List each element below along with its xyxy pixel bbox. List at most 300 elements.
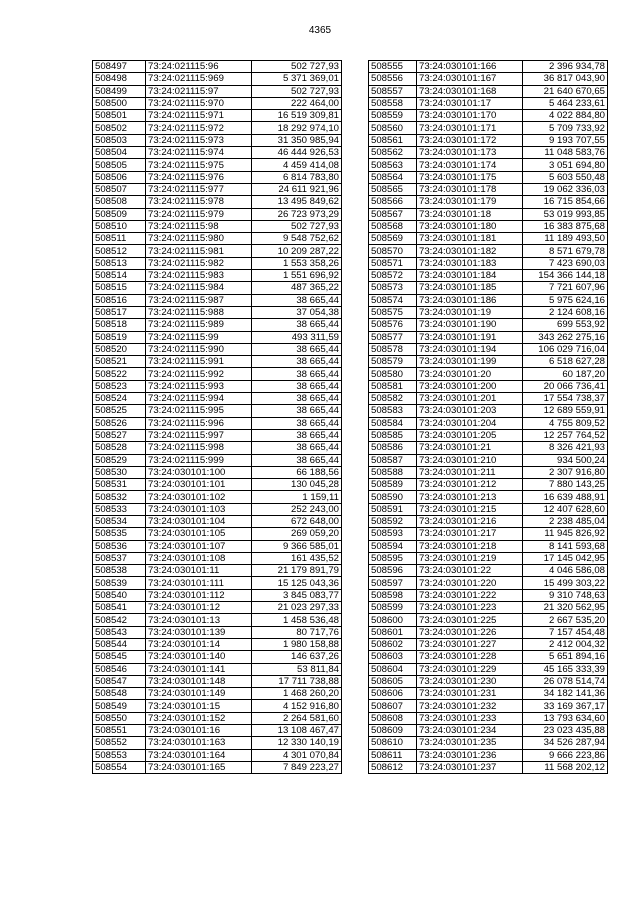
row-number-cell: 508592	[369, 515, 417, 527]
row-number-cell: 508550	[93, 712, 146, 724]
value-cell: 8 571 679,78	[523, 245, 608, 257]
table-row	[93, 417, 342, 429]
table-row	[369, 663, 608, 675]
row-number-cell: 508544	[93, 638, 146, 650]
table-row	[369, 429, 608, 441]
cadastral-number-cell: 73:24:030101:101	[146, 479, 252, 491]
table-row	[93, 368, 342, 380]
row-number-cell: 508543	[93, 626, 146, 638]
table-row	[93, 688, 342, 700]
row-number-cell: 508605	[369, 675, 417, 687]
table-row	[93, 602, 342, 614]
row-number-cell: 508514	[93, 270, 146, 282]
row-number-cell: 508516	[93, 294, 146, 306]
cadastral-number-cell: 73:24:021115:96	[146, 61, 252, 73]
value-cell: 80 717,76	[252, 626, 342, 638]
cadastral-number-cell: 73:24:030101:152	[146, 712, 252, 724]
table-row	[93, 503, 342, 515]
cadastral-number-cell: 73:24:021115:990	[146, 343, 252, 355]
value-cell: 60 187,20	[523, 368, 608, 380]
row-number-cell: 508567	[369, 208, 417, 220]
cadastral-number-cell: 73:24:030101:105	[146, 528, 252, 540]
cadastral-number-cell: 73:24:030101:107	[146, 540, 252, 552]
value-cell: 1 551 696,92	[252, 270, 342, 282]
table-row	[369, 245, 608, 257]
row-number-cell: 508532	[93, 491, 146, 503]
value-cell: 21 179 891,79	[252, 565, 342, 577]
value-cell: 38 665,44	[252, 417, 342, 429]
value-cell: 38 665,44	[252, 319, 342, 331]
row-number-cell: 508573	[369, 282, 417, 294]
right-table	[368, 60, 608, 774]
table-row	[93, 577, 342, 589]
row-number-cell: 508610	[369, 737, 417, 749]
value-cell: 2 412 004,32	[523, 638, 608, 650]
cadastral-number-cell: 73:24:021115:991	[146, 356, 252, 368]
value-cell: 5 371 369,01	[252, 73, 342, 85]
row-number-cell: 508566	[369, 196, 417, 208]
value-cell: 38 665,44	[252, 356, 342, 368]
table-row	[369, 85, 608, 97]
value-cell: 5 709 733,92	[523, 122, 608, 134]
row-number-cell: 508607	[369, 700, 417, 712]
table-row	[93, 663, 342, 675]
row-number-cell: 508522	[93, 368, 146, 380]
row-number-cell: 508502	[93, 122, 146, 134]
table-row	[93, 61, 342, 73]
value-cell: 269 059,20	[252, 528, 342, 540]
cadastral-number-cell: 73:24:030101:108	[146, 552, 252, 564]
cadastral-number-cell: 73:24:030101:175	[417, 171, 523, 183]
value-cell: 502 727,93	[252, 220, 342, 232]
value-cell: 12 689 559,91	[523, 405, 608, 417]
table-row	[369, 97, 608, 109]
table-row	[369, 405, 608, 417]
cadastral-number-cell: 73:24:030101:236	[417, 749, 523, 761]
table-row	[93, 343, 342, 355]
row-number-cell: 508602	[369, 638, 417, 650]
row-number-cell: 508512	[93, 245, 146, 257]
value-cell: 53 019 993,85	[523, 208, 608, 220]
table-row	[93, 700, 342, 712]
value-cell: 38 665,44	[252, 405, 342, 417]
row-number-cell: 508497	[93, 61, 146, 73]
table-row	[93, 552, 342, 564]
table-row	[93, 466, 342, 478]
table-row	[93, 245, 342, 257]
cadastral-number-cell: 73:24:021115:980	[146, 233, 252, 245]
cadastral-number-cell: 73:24:021115:981	[146, 245, 252, 257]
row-number-cell: 508581	[369, 380, 417, 392]
row-number-cell: 508599	[369, 602, 417, 614]
table-row	[93, 331, 342, 343]
value-cell: 4 459 414,08	[252, 159, 342, 171]
value-cell: 6 814 783,80	[252, 171, 342, 183]
row-number-cell: 508585	[369, 429, 417, 441]
value-cell: 222 464,00	[252, 97, 342, 109]
row-number-cell: 508561	[369, 134, 417, 146]
row-number-cell: 508559	[369, 110, 417, 122]
table-row	[93, 159, 342, 171]
table-row	[369, 626, 608, 638]
value-cell: 16 519 309,81	[252, 110, 342, 122]
cadastral-number-cell: 73:24:030101:178	[417, 183, 523, 195]
table-row	[93, 429, 342, 441]
row-number-cell: 508531	[93, 479, 146, 491]
value-cell: 7 157 454,48	[523, 626, 608, 638]
row-number-cell: 508542	[93, 614, 146, 626]
row-number-cell: 508525	[93, 405, 146, 417]
cadastral-number-cell: 73:24:030101:168	[417, 85, 523, 97]
value-cell: 4 022 884,80	[523, 110, 608, 122]
value-cell: 699 553,92	[523, 319, 608, 331]
value-cell: 21 023 297,33	[252, 602, 342, 614]
row-number-cell: 508504	[93, 147, 146, 159]
cadastral-number-cell: 73:24:030101:216	[417, 515, 523, 527]
value-cell: 9 366 585,01	[252, 540, 342, 552]
value-cell: 37 054,38	[252, 306, 342, 318]
cadastral-number-cell: 73:24:021115:972	[146, 122, 252, 134]
cadastral-number-cell: 73:24:030101:22	[417, 565, 523, 577]
table-row	[369, 73, 608, 85]
value-cell: 66 188,56	[252, 466, 342, 478]
table-row	[369, 331, 608, 343]
row-number-cell: 508591	[369, 503, 417, 515]
cadastral-number-cell: 73:24:021115:994	[146, 393, 252, 405]
table-row	[93, 73, 342, 85]
table-row	[369, 282, 608, 294]
cadastral-number-cell: 73:24:030101:149	[146, 688, 252, 700]
table-row	[93, 749, 342, 761]
value-cell: 7 423 690,03	[523, 257, 608, 269]
row-number-cell: 508555	[369, 61, 417, 73]
value-cell: 4 152 916,80	[252, 700, 342, 712]
row-number-cell: 508606	[369, 688, 417, 700]
value-cell: 17 554 738,37	[523, 393, 608, 405]
cadastral-number-cell: 73:24:021115:988	[146, 306, 252, 318]
value-cell: 21 640 670,65	[523, 85, 608, 97]
cadastral-number-cell: 73:24:021115:969	[146, 73, 252, 85]
row-number-cell: 508598	[369, 589, 417, 601]
value-cell: 15 125 043,36	[252, 577, 342, 589]
cadastral-number-cell: 73:24:030101:203	[417, 405, 523, 417]
cadastral-number-cell: 73:24:030101:191	[417, 331, 523, 343]
cadastral-number-cell: 73:24:030101:148	[146, 675, 252, 687]
value-cell: 20 066 736,41	[523, 380, 608, 392]
row-number-cell: 508569	[369, 233, 417, 245]
table-row	[369, 491, 608, 503]
row-number-cell: 508568	[369, 220, 417, 232]
cadastral-number-cell: 73:24:030101:218	[417, 540, 523, 552]
row-number-cell: 508505	[93, 159, 146, 171]
table-row	[369, 343, 608, 355]
table-row	[93, 306, 342, 318]
table-row	[93, 196, 342, 208]
row-number-cell: 508596	[369, 565, 417, 577]
value-cell: 13 108 467,47	[252, 725, 342, 737]
row-number-cell: 508558	[369, 97, 417, 109]
value-cell: 252 243,00	[252, 503, 342, 515]
value-cell: 34 182 141,36	[523, 688, 608, 700]
cadastral-number-cell: 73:24:030101:200	[417, 380, 523, 392]
row-number-cell: 508603	[369, 651, 417, 663]
table-row	[93, 761, 342, 773]
cadastral-number-cell: 73:24:021115:982	[146, 257, 252, 269]
value-cell: 13 495 849,62	[252, 196, 342, 208]
value-cell: 106 029 716,04	[523, 343, 608, 355]
table-row	[369, 454, 608, 466]
cadastral-number-cell: 73:24:030101:213	[417, 491, 523, 503]
row-number-cell: 508582	[369, 393, 417, 405]
table-row	[369, 270, 608, 282]
table-row	[369, 319, 608, 331]
table-row	[93, 97, 342, 109]
cadastral-number-cell: 73:24:030101:166	[417, 61, 523, 73]
value-cell: 46 444 926,53	[252, 147, 342, 159]
cadastral-number-cell: 73:24:030101:230	[417, 675, 523, 687]
cadastral-number-cell: 73:24:021115:98	[146, 220, 252, 232]
table-row	[93, 257, 342, 269]
row-number-cell: 508513	[93, 257, 146, 269]
cadastral-number-cell: 73:24:021115:971	[146, 110, 252, 122]
value-cell: 130 045,28	[252, 479, 342, 491]
cadastral-number-cell: 73:24:030101:237	[417, 761, 523, 773]
value-cell: 5 603 550,48	[523, 171, 608, 183]
table-row	[93, 442, 342, 454]
cadastral-number-cell: 73:24:021115:99	[146, 331, 252, 343]
cadastral-number-cell: 73:24:021115:97	[146, 85, 252, 97]
cadastral-number-cell: 73:24:030101:174	[417, 159, 523, 171]
cadastral-number-cell: 73:24:030101:165	[146, 761, 252, 773]
row-number-cell: 508533	[93, 503, 146, 515]
table-row	[93, 491, 342, 503]
cadastral-number-cell: 73:24:030101:182	[417, 245, 523, 257]
cadastral-number-cell: 73:24:030101:172	[417, 134, 523, 146]
row-number-cell: 508521	[93, 356, 146, 368]
cadastral-number-cell: 73:24:030101:103	[146, 503, 252, 515]
value-cell: 2 667 535,20	[523, 614, 608, 626]
cadastral-number-cell: 73:24:030101:220	[417, 577, 523, 589]
table-row	[93, 134, 342, 146]
table-row	[93, 589, 342, 601]
table-row	[93, 712, 342, 724]
row-number-cell: 508549	[93, 700, 146, 712]
cadastral-number-cell: 73:24:021115:989	[146, 319, 252, 331]
row-number-cell: 508572	[369, 270, 417, 282]
cadastral-number-cell: 73:24:030101:199	[417, 356, 523, 368]
cadastral-number-cell: 73:24:030101:212	[417, 479, 523, 491]
table-row	[369, 356, 608, 368]
value-cell: 493 311,59	[252, 331, 342, 343]
cadastral-number-cell: 73:24:030101:231	[417, 688, 523, 700]
row-number-cell: 508519	[93, 331, 146, 343]
value-cell: 16 639 488,91	[523, 491, 608, 503]
row-number-cell: 508564	[369, 171, 417, 183]
value-cell: 3 845 083,77	[252, 589, 342, 601]
cadastral-number-cell: 73:24:030101:12	[146, 602, 252, 614]
value-cell: 17 145 042,95	[523, 552, 608, 564]
cadastral-number-cell: 73:24:021115:975	[146, 159, 252, 171]
table-row	[369, 589, 608, 601]
value-cell: 26 723 973,29	[252, 208, 342, 220]
table-row	[93, 651, 342, 663]
table-row	[369, 503, 608, 515]
cadastral-number-cell: 73:24:030101:181	[417, 233, 523, 245]
cadastral-number-cell: 73:24:030101:217	[417, 528, 523, 540]
value-cell: 24 611 921,96	[252, 183, 342, 195]
cadastral-number-cell: 73:24:030101:201	[417, 393, 523, 405]
row-number-cell: 508499	[93, 85, 146, 97]
table-row	[369, 614, 608, 626]
table-row	[369, 220, 608, 232]
cadastral-number-cell: 73:24:030101:186	[417, 294, 523, 306]
table-row	[369, 442, 608, 454]
cadastral-number-cell: 73:24:021115:993	[146, 380, 252, 392]
table-row	[369, 700, 608, 712]
row-number-cell: 508518	[93, 319, 146, 331]
table-row	[369, 725, 608, 737]
value-cell: 38 665,44	[252, 368, 342, 380]
table-row	[93, 171, 342, 183]
cadastral-number-cell: 73:24:030101:222	[417, 589, 523, 601]
value-cell: 4 301 070,84	[252, 749, 342, 761]
value-cell: 45 165 333,39	[523, 663, 608, 675]
table-row	[369, 761, 608, 773]
cadastral-number-cell: 73:24:030101:140	[146, 651, 252, 663]
table-row	[369, 159, 608, 171]
value-cell: 18 292 974,10	[252, 122, 342, 134]
table-row	[93, 725, 342, 737]
table-row	[93, 85, 342, 97]
row-number-cell: 508584	[369, 417, 417, 429]
row-number-cell: 508553	[93, 749, 146, 761]
left-table	[92, 60, 342, 774]
cadastral-number-cell: 73:24:030101:194	[417, 343, 523, 355]
value-cell: 36 817 043,90	[523, 73, 608, 85]
table-row	[93, 638, 342, 650]
row-number-cell: 508498	[93, 73, 146, 85]
cadastral-number-cell: 73:24:030101:228	[417, 651, 523, 663]
table-row	[369, 368, 608, 380]
table-row	[93, 515, 342, 527]
row-number-cell: 508580	[369, 368, 417, 380]
cadastral-number-cell: 73:24:030101:215	[417, 503, 523, 515]
table-row	[93, 270, 342, 282]
cadastral-number-cell: 73:24:030101:100	[146, 466, 252, 478]
row-number-cell: 508534	[93, 515, 146, 527]
row-number-cell: 508586	[369, 442, 417, 454]
row-number-cell: 508604	[369, 663, 417, 675]
value-cell: 2 238 485,04	[523, 515, 608, 527]
value-cell: 502 727,93	[252, 85, 342, 97]
table-row	[369, 196, 608, 208]
cadastral-number-cell: 73:24:030101:233	[417, 712, 523, 724]
cadastral-number-cell: 73:24:030101:234	[417, 725, 523, 737]
cadastral-number-cell: 73:24:030101:19	[417, 306, 523, 318]
table-row	[93, 454, 342, 466]
value-cell: 10 209 287,22	[252, 245, 342, 257]
row-number-cell: 508523	[93, 380, 146, 392]
value-cell: 34 526 287,94	[523, 737, 608, 749]
row-number-cell: 508560	[369, 122, 417, 134]
value-cell: 7 721 607,96	[523, 282, 608, 294]
table-row	[369, 675, 608, 687]
cadastral-number-cell: 73:24:030101:14	[146, 638, 252, 650]
row-number-cell: 508501	[93, 110, 146, 122]
value-cell: 11 189 493,50	[523, 233, 608, 245]
cadastral-number-cell: 73:24:030101:219	[417, 552, 523, 564]
value-cell: 2 396 934,78	[523, 61, 608, 73]
row-number-cell: 508600	[369, 614, 417, 626]
cadastral-number-cell: 73:24:030101:16	[146, 725, 252, 737]
value-cell: 12 257 764,52	[523, 429, 608, 441]
cadastral-number-cell: 73:24:021115:970	[146, 97, 252, 109]
cadastral-number-cell: 73:24:030101:232	[417, 700, 523, 712]
row-number-cell: 508570	[369, 245, 417, 257]
value-cell: 31 350 985,94	[252, 134, 342, 146]
table-row	[369, 466, 608, 478]
value-cell: 5 464 233,61	[523, 97, 608, 109]
row-number-cell: 508562	[369, 147, 417, 159]
cadastral-number-cell: 73:24:030101:11	[146, 565, 252, 577]
table-row	[93, 614, 342, 626]
row-number-cell: 508511	[93, 233, 146, 245]
row-number-cell: 508545	[93, 651, 146, 663]
row-number-cell: 508590	[369, 491, 417, 503]
row-number-cell: 508530	[93, 466, 146, 478]
value-cell: 5 651 894,16	[523, 651, 608, 663]
value-cell: 38 665,44	[252, 454, 342, 466]
row-number-cell: 508506	[93, 171, 146, 183]
cadastral-number-cell: 73:24:030101:235	[417, 737, 523, 749]
value-cell: 11 048 583,76	[523, 147, 608, 159]
row-number-cell: 508577	[369, 331, 417, 343]
cadastral-number-cell: 73:24:030101:173	[417, 147, 523, 159]
table-row	[93, 220, 342, 232]
value-cell: 8 326 421,93	[523, 442, 608, 454]
table-row	[93, 479, 342, 491]
table-row	[93, 393, 342, 405]
table-row	[369, 147, 608, 159]
value-cell: 15 499 303,22	[523, 577, 608, 589]
row-number-cell: 508552	[93, 737, 146, 749]
cadastral-number-cell: 73:24:030101:225	[417, 614, 523, 626]
table-row	[93, 356, 342, 368]
cadastral-number-cell: 73:24:030101:164	[146, 749, 252, 761]
row-number-cell: 508527	[93, 429, 146, 441]
cadastral-number-cell: 73:24:030101:21	[417, 442, 523, 454]
row-number-cell: 508517	[93, 306, 146, 318]
value-cell: 6 518 627,28	[523, 356, 608, 368]
table-row	[369, 61, 608, 73]
row-number-cell: 508594	[369, 540, 417, 552]
value-cell: 3 051 694,80	[523, 159, 608, 171]
value-cell: 487 365,22	[252, 282, 342, 294]
cadastral-number-cell: 73:24:030101:163	[146, 737, 252, 749]
value-cell: 33 169 367,17	[523, 700, 608, 712]
cadastral-number-cell: 73:24:030101:205	[417, 429, 523, 441]
row-number-cell: 508571	[369, 257, 417, 269]
value-cell: 502 727,93	[252, 61, 342, 73]
value-cell: 12 330 140,19	[252, 737, 342, 749]
row-number-cell: 508612	[369, 761, 417, 773]
table-row	[93, 626, 342, 638]
value-cell: 2 264 581,60	[252, 712, 342, 724]
table-row	[93, 737, 342, 749]
row-number-cell: 508528	[93, 442, 146, 454]
cadastral-number-cell: 73:24:030101:20	[417, 368, 523, 380]
cadastral-number-cell: 73:24:030101:184	[417, 270, 523, 282]
